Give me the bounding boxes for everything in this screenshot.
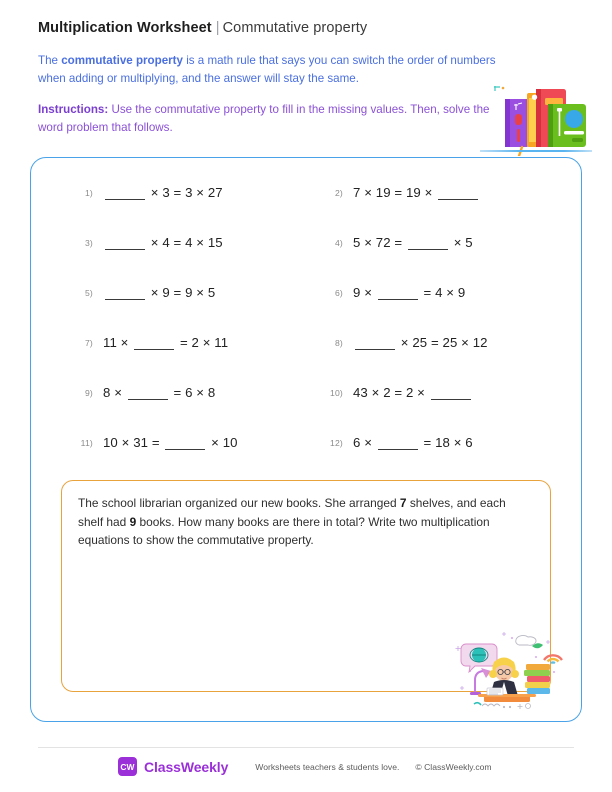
problem-equation	[103, 384, 215, 401]
problem-number: 9)	[84, 388, 93, 398]
problem-equation	[103, 184, 223, 201]
problem-number: 12)	[329, 438, 343, 448]
equation-segment-before: 8 ×	[103, 385, 126, 400]
problem-equation	[353, 284, 465, 301]
answer-blank[interactable]	[105, 186, 145, 200]
problem-item	[317, 432, 557, 482]
answer-blank[interactable]	[408, 236, 448, 250]
problem-item	[67, 382, 317, 432]
problem-item	[317, 382, 557, 432]
footer	[118, 757, 492, 776]
header-divider-line	[480, 150, 592, 152]
equation-segment-before: 10 × 31 =	[103, 435, 164, 450]
answer-blank[interactable]	[134, 336, 174, 350]
problem-equation	[103, 234, 223, 251]
instructions-text	[38, 101, 493, 136]
problem-item	[67, 232, 317, 282]
description-term: commutative property	[61, 54, 183, 67]
problem-equation	[103, 284, 215, 301]
instructions-body: Use the commutative property to fill in the missing values. Then, solve the word problem that follows.	[38, 103, 490, 134]
answer-blank[interactable]	[378, 286, 418, 300]
problem-equation	[103, 434, 238, 451]
problem-equation	[353, 384, 473, 401]
equation-segment-before: 11 ×	[103, 335, 133, 350]
answer-blank[interactable]	[355, 336, 395, 350]
equation-segment-after: × 4 = 4 × 15	[147, 235, 223, 250]
word-problem-shelves: 7	[399, 496, 407, 510]
page-title	[38, 20, 574, 36]
problem-number: 1)	[84, 188, 93, 198]
librarian-with-books-icon	[448, 624, 566, 712]
answer-blank[interactable]	[105, 286, 145, 300]
equation-segment-before: 5 × 72 =	[353, 235, 406, 250]
stack-of-books-icon	[492, 84, 588, 156]
problem-item	[67, 432, 317, 482]
problem-number: 8)	[334, 338, 343, 348]
problem-number: 2)	[334, 188, 343, 198]
answer-blank[interactable]	[431, 386, 471, 400]
word-problem-seg3: books. How many books are there in total? Write two multiplication equations to show the commutative property.	[78, 514, 490, 547]
equation-segment-after: = 18 × 6	[419, 435, 473, 450]
answer-blank[interactable]	[378, 436, 418, 450]
problem-number: 7)	[84, 338, 93, 348]
page-title-main: Multiplication Worksheet	[38, 20, 212, 36]
problem-number: 5)	[84, 288, 93, 298]
answer-blank[interactable]	[165, 436, 205, 450]
problem-equation	[103, 334, 228, 351]
problem-number: 4)	[334, 238, 343, 248]
problem-item	[67, 282, 317, 332]
footer-tagline: Worksheets teachers & students love.	[255, 761, 400, 772]
equation-segment-after: = 6 × 8	[169, 385, 216, 400]
problems-grid	[67, 182, 557, 482]
equation-segment-after: × 25 = 25 × 12	[397, 335, 488, 350]
equation-segment-after: × 5	[449, 235, 473, 250]
footer-copyright: © ClassWeekly.com	[415, 761, 492, 772]
word-problem-seg1: The school librarian organized our new books. She arranged	[78, 496, 400, 510]
equation-segment-before: 7 × 19 = 19 ×	[353, 185, 437, 200]
problem-equation	[353, 334, 488, 351]
footer-divider	[38, 747, 574, 748]
equation-segment-after: × 3 = 3 × 27	[147, 185, 223, 200]
problem-item	[67, 182, 317, 232]
equation-segment-after: × 9 = 9 × 5	[147, 285, 216, 300]
problem-number: 3)	[84, 238, 93, 248]
problem-number: 11)	[80, 438, 93, 448]
description-pre: The	[38, 54, 62, 67]
problem-number: 6)	[334, 288, 343, 298]
classweekly-logo-icon: CW	[118, 757, 137, 776]
instructions-label: Instructions:	[38, 103, 109, 116]
answer-blank[interactable]	[105, 236, 145, 250]
equation-segment-after: = 2 × 11	[176, 335, 229, 350]
answer-blank[interactable]	[438, 186, 478, 200]
problem-item	[317, 282, 557, 332]
equation-segment-after: = 4 × 9	[419, 285, 466, 300]
answer-blank[interactable]	[128, 386, 168, 400]
problem-item	[317, 182, 557, 232]
problem-equation	[353, 234, 473, 251]
concept-description	[38, 52, 508, 87]
equation-segment-before: 9 ×	[353, 285, 376, 300]
equation-segment-before: 6 ×	[353, 435, 376, 450]
description-post: is a math rule that says you can switch the order of numbers when adding or multiplying, and the answer will stay the same.	[38, 54, 496, 85]
title-separator: |	[215, 20, 220, 36]
page-title-subtitle: Commutative property	[222, 20, 368, 36]
word-problem-text	[78, 494, 530, 550]
equation-segment-after: × 10	[207, 435, 238, 450]
word-problem-books: 9	[129, 514, 137, 529]
problem-equation	[353, 184, 480, 201]
problem-number: 10)	[329, 388, 343, 398]
problem-item	[67, 332, 317, 382]
problem-equation	[353, 434, 473, 451]
problem-item	[317, 332, 557, 382]
classweekly-wordmark: ClassWeekly	[144, 758, 229, 775]
word-problem-seg2: shelves, and each shelf had	[78, 496, 506, 529]
equation-segment-before: 43 × 2 = 2 ×	[353, 385, 429, 400]
problem-item	[317, 232, 557, 282]
